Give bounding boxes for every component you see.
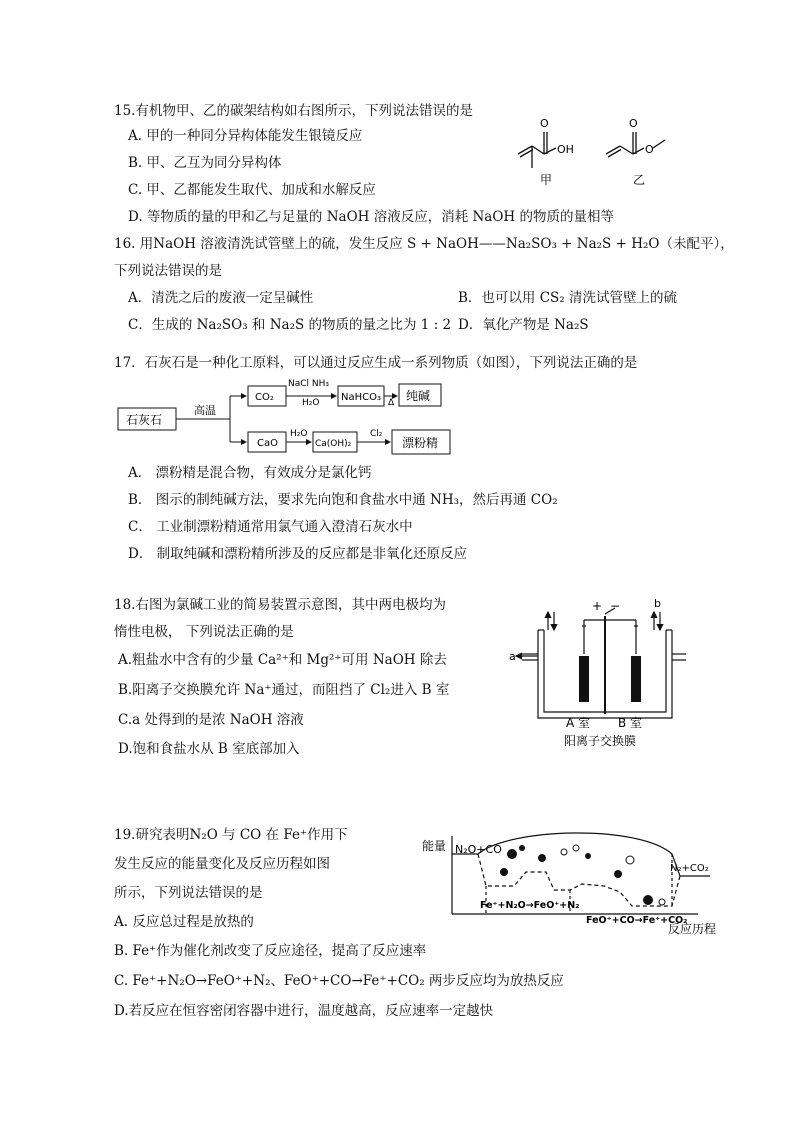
q19-option-c: C. Fe⁺+N₂O→FeO⁺+N₂、FeO⁺+CO→Fe⁺+CO₂ 两步反应均为放热反应	[114, 973, 564, 989]
q18-membrane-label: 阳离子交换膜	[564, 734, 637, 746]
q17-stem: 17．石灰石是一种化工原料，可以通过反应生成一系列物质（如图），下列说法正确的是	[114, 355, 638, 371]
q17-flow-diagram	[112, 378, 472, 460]
q19-stem-line3: 所示，下列说法错误的是	[114, 885, 263, 901]
q17-co2: CO₂	[255, 392, 274, 403]
q17-cl2: Cl₂	[370, 429, 383, 439]
q15-yi-ester-o: O	[645, 143, 654, 156]
q18-electrolysis-cell	[508, 596, 688, 746]
q19-option-a: A. 反应总过程是放热的	[114, 914, 254, 930]
q18-room-a: A 室	[566, 716, 591, 730]
q15-yi-carbonyl-o: O	[629, 117, 638, 130]
q18-option-b: B.阳离子交换膜允许 Na⁺通过，而阻挡了 Cl₂进入 B 室	[118, 682, 450, 698]
q18-anode-sign: +	[592, 599, 603, 613]
q15-option-b: B. 甲、乙互为同分异构体	[128, 155, 282, 171]
q19-stem: 19.研究表明N₂O 与 CO 在 Fe⁺作用下	[114, 827, 348, 843]
q19-x-label: 反应历程	[668, 922, 717, 936]
q16-option-b: B．也可以用 CS₂ 清洗试管壁上的硫	[458, 290, 677, 306]
q19-step1-label: Fe⁺+N₂O→FeO⁺+N₂	[480, 900, 580, 911]
q15-option-c: C. 甲、乙都能发生取代、加成和水解反应	[128, 182, 376, 198]
q16-option-d: D．氧化产物是 Na₂S	[458, 317, 589, 333]
q15-label-jia: 甲	[540, 173, 553, 187]
q17-option-a: A． 漂粉精是混合物，有效成分是氯化钙	[128, 465, 372, 481]
q17-option-d: D． 制取纯碱和漂粉精所涉及的反应都是非氧化还原反应	[128, 546, 468, 562]
q15-stem: 15.有机物甲、乙的碳架结构如右图所示，下列说法错误的是	[114, 103, 473, 119]
q19-option-d: D.若反应在恒容密闭容器中进行，温度越高，反应速率一定越快	[114, 1003, 494, 1019]
q18-stem: 18.右图为氯碱工业的简易装置示意图，其中两电极均为	[114, 597, 446, 613]
q17-nacl-nh3: NaCl NH₃	[288, 379, 330, 389]
q17-option-b: B． 图示的制纯碱方法，要求先向饱和食盐水中通 NH₃，然后再通 CO₂	[128, 492, 558, 508]
q16-stem-line2: 下列说法错误的是	[114, 263, 222, 279]
q19-step2-label: FeO⁺+CO→Fe⁺+CO₂	[586, 915, 688, 926]
q19-y-label: 能量	[422, 839, 447, 853]
q18-outlet-a: a	[509, 650, 516, 663]
q15-option-d: D. 等物质的量的甲和乙与足量的 NaOH 溶液反应，消耗 NaOH 的物质的量相等	[128, 209, 614, 225]
q17-high-temp: 高温	[194, 404, 216, 417]
q16-option-c: C．生成的 Na₂SO₃ 和 Na₂S 的物质的量之比为 1 : 2	[128, 317, 452, 333]
q15-label-yi: 乙	[633, 173, 646, 187]
q19-end-label: N₂+CO₂	[670, 863, 709, 874]
q17-option-c: C． 工业制漂粉精通常用氯气通入澄清石灰水中	[128, 519, 413, 535]
q17-cao: CaO	[257, 438, 278, 449]
q15-skeletal-structures	[508, 112, 688, 192]
q15-option-a: A. 甲的一种同分异构体能发生银镜反应	[128, 128, 363, 144]
q17-limestone: 石灰石	[126, 413, 163, 427]
q17-delta: Δ	[388, 398, 395, 408]
q15-jia-oh: OH	[557, 143, 574, 156]
q16-option-a: A．清洗之后的废液一定呈碱性	[128, 290, 314, 306]
q19-stem-line2: 发生反应的能量变化及反应历程如图	[114, 856, 330, 872]
q17-h2o-top: H₂O	[302, 398, 320, 408]
q19-energy-diagram	[418, 826, 730, 938]
q15-jia-carbonyl-o: O	[540, 117, 549, 130]
q17-h2o-bottom: H₂O	[290, 429, 308, 439]
q18-room-b: B 室	[618, 716, 643, 730]
q19-start-label: N₂O+CO	[455, 843, 502, 856]
q16-stem: 16. 用NaOH 溶液清洗试管壁上的硫，发生反应 S + NaOH——Na₂SO₃ + Na₂S + H₂O（未配平），	[114, 236, 734, 252]
q18-stem-line2: 惰性电极， 下列说法正确的是	[114, 624, 294, 640]
q18-inlet-b: b	[654, 597, 661, 610]
q18-option-c: C.a 处得到的是浓 NaOH 溶液	[118, 712, 304, 728]
q17-nahco3: NaHCO₃	[341, 392, 381, 403]
q17-caoh2: Ca(OH)₂	[315, 439, 352, 449]
q17-soda: 纯碱	[406, 389, 431, 403]
q19-option-b: B. Fe⁺作为催化剂改变了反应途径，提高了反应速率	[114, 943, 427, 959]
q18-option-d: D.饱和食盐水从 B 室底部加入	[118, 741, 300, 757]
q18-option-a: A.粗盐水中含有的少量 Ca²⁺和 Mg²⁺可用 NaOH 除去	[118, 652, 447, 668]
q18-cathode-sign: −	[610, 599, 621, 613]
q17-bleach: 漂粉精	[402, 436, 439, 450]
